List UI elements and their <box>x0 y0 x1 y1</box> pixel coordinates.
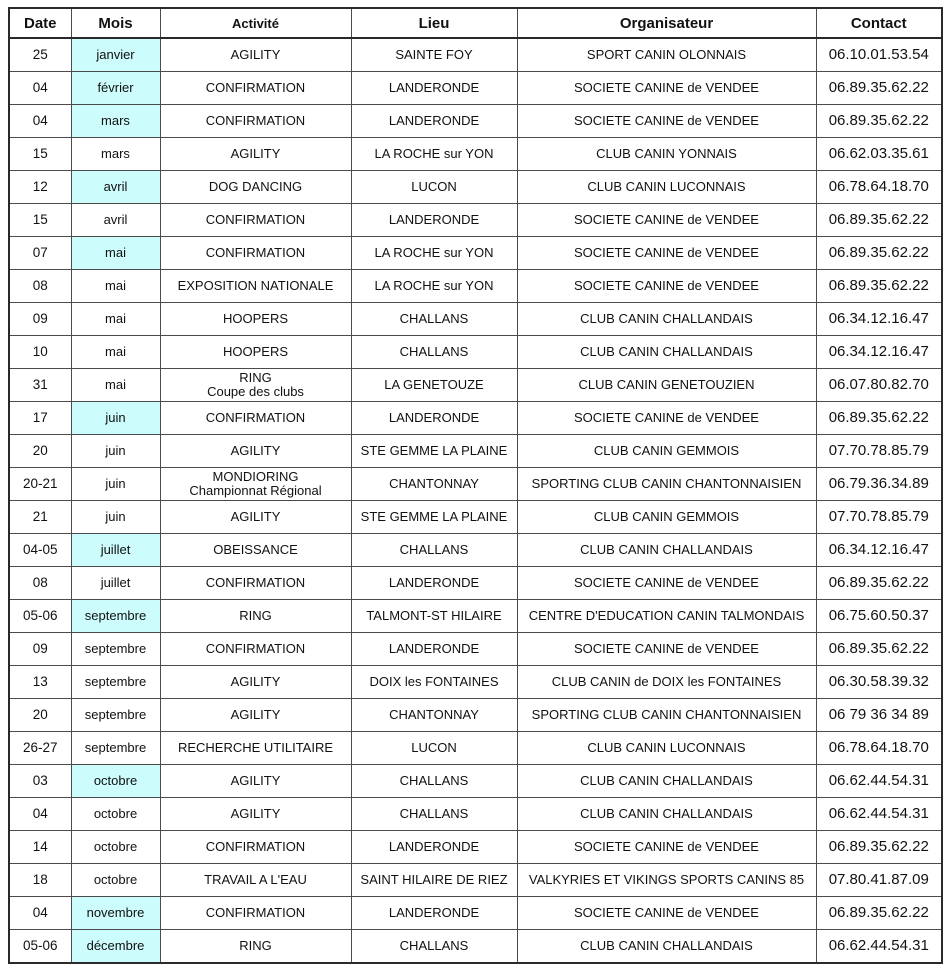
cell-lieu: LA ROCHE sur YON <box>351 237 517 270</box>
cell-lieu: TALMONT-ST HILAIRE <box>351 600 517 633</box>
cell-organisateur: SOCIETE CANINE de VENDEE <box>517 633 816 666</box>
cell-lieu: LANDERONDE <box>351 72 517 105</box>
cell-mois: juillet <box>71 534 160 567</box>
activite-line: CONFIRMATION <box>205 80 306 95</box>
cell-date: 09 <box>9 303 71 336</box>
header-activite: Activité <box>160 8 351 38</box>
table-row <box>9 105 942 138</box>
cell-contact: 06.89.35.62.22 <box>816 270 942 303</box>
cell-lieu: CHALLANS <box>351 336 517 369</box>
activite-line: RING <box>239 608 272 623</box>
cell-organisateur: CENTRE D'EDUCATION CANIN TALMONDAIS <box>517 600 816 633</box>
cell-activite <box>160 534 351 567</box>
activite-line: EXPOSITION NATIONALE <box>177 278 334 293</box>
cell-contact: 06.62.44.54.31 <box>816 798 942 831</box>
activite-line: AGILITY <box>230 707 281 722</box>
cell-lieu: DOIX les FONTAINES <box>351 666 517 699</box>
cell-contact: 06.89.35.62.22 <box>816 204 942 237</box>
activite-line: DOG DANCING <box>208 179 303 194</box>
cell-activite <box>160 72 351 105</box>
activite-line: RING <box>239 370 272 385</box>
cell-organisateur: SOCIETE CANINE de VENDEE <box>517 402 816 435</box>
cell-activite <box>160 633 351 666</box>
cell-date: 31 <box>9 369 71 402</box>
cell-date: 03 <box>9 765 71 798</box>
cell-contact: 06 79 36 34 89 <box>816 699 942 732</box>
cell-lieu: LANDERONDE <box>351 633 517 666</box>
activite-line: HOOPERS <box>222 344 288 359</box>
cell-date: 21 <box>9 501 71 534</box>
header-lieu: Lieu <box>351 8 517 38</box>
cell-date: 08 <box>9 567 71 600</box>
cell-lieu: CHANTONNAY <box>351 699 517 732</box>
cell-organisateur: CLUB CANIN LUCONNAIS <box>517 171 816 204</box>
cell-organisateur: SOCIETE CANINE de VENDEE <box>517 72 816 105</box>
cell-lieu: CHALLANS <box>351 930 517 964</box>
cell-activite <box>160 831 351 864</box>
cell-lieu: CHALLANS <box>351 534 517 567</box>
table-row <box>9 765 942 798</box>
table-row <box>9 336 942 369</box>
cell-organisateur: SOCIETE CANINE de VENDEE <box>517 204 816 237</box>
cell-mois: novembre <box>71 897 160 930</box>
cell-date: 15 <box>9 138 71 171</box>
cell-activite <box>160 600 351 633</box>
table-row <box>9 468 942 501</box>
cell-lieu: LUCON <box>351 171 517 204</box>
cell-contact: 06.07.80.82.70 <box>816 369 942 402</box>
cell-lieu: LANDERONDE <box>351 831 517 864</box>
cell-organisateur: SOCIETE CANINE de VENDEE <box>517 105 816 138</box>
cell-lieu: LANDERONDE <box>351 204 517 237</box>
cell-activite <box>160 699 351 732</box>
cell-mois: avril <box>71 171 160 204</box>
cell-organisateur: CLUB CANIN CHALLANDAIS <box>517 930 816 964</box>
cell-contact: 07.70.78.85.79 <box>816 501 942 534</box>
cell-contact: 06.78.64.18.70 <box>816 732 942 765</box>
table-row <box>9 204 942 237</box>
cell-activite <box>160 369 351 402</box>
cell-contact: 07.70.78.85.79 <box>816 435 942 468</box>
cell-date: 17 <box>9 402 71 435</box>
cell-activite <box>160 798 351 831</box>
cell-organisateur: SOCIETE CANINE de VENDEE <box>517 270 816 303</box>
table-row <box>9 38 942 72</box>
cell-lieu: SAINT HILAIRE DE RIEZ <box>351 864 517 897</box>
cell-organisateur: CLUB CANIN CHALLANDAIS <box>517 534 816 567</box>
cell-contact: 06.89.35.62.22 <box>816 831 942 864</box>
activite-line: CONFIRMATION <box>205 905 306 920</box>
cell-date: 05-06 <box>9 930 71 964</box>
cell-mois: mai <box>71 237 160 270</box>
cell-lieu: CHALLANS <box>351 303 517 336</box>
cell-mois: juin <box>71 501 160 534</box>
cell-date: 07 <box>9 237 71 270</box>
cell-mois: février <box>71 72 160 105</box>
table-row <box>9 897 942 930</box>
cell-activite <box>160 38 351 72</box>
cell-contact: 06.89.35.62.22 <box>816 567 942 600</box>
table-row <box>9 633 942 666</box>
cell-contact: 06.62.44.54.31 <box>816 930 942 964</box>
activite-line: MONDIORING <box>212 469 299 484</box>
cell-date: 09 <box>9 633 71 666</box>
cell-lieu: SAINTE FOY <box>351 38 517 72</box>
cell-lieu: STE GEMME LA PLAINE <box>351 435 517 468</box>
cell-date: 13 <box>9 666 71 699</box>
cell-organisateur: CLUB CANIN CHALLANDAIS <box>517 798 816 831</box>
activite-line: CONFIRMATION <box>205 839 306 854</box>
activite-subline: Championnat Régional <box>189 483 322 498</box>
activite-line: RING <box>239 938 272 953</box>
activite-line: HOOPERS <box>222 311 288 326</box>
activite-line: CONFIRMATION <box>205 410 306 425</box>
activite-line: OBEISSANCE <box>213 542 298 557</box>
cell-organisateur: CLUB CANIN GEMMOIS <box>517 501 816 534</box>
cell-mois: septembre <box>71 633 160 666</box>
cell-activite <box>160 303 351 336</box>
cell-date: 15 <box>9 204 71 237</box>
cell-organisateur: SPORT CANIN OLONNAIS <box>517 38 816 72</box>
cell-lieu: LANDERONDE <box>351 402 517 435</box>
header-mois: Mois <box>71 8 160 38</box>
cell-contact: 06.79.36.34.89 <box>816 468 942 501</box>
cell-date: 05-06 <box>9 600 71 633</box>
cell-contact: 06.89.35.62.22 <box>816 897 942 930</box>
activite-line: AGILITY <box>230 806 281 821</box>
cell-mois: mai <box>71 270 160 303</box>
cell-date: 14 <box>9 831 71 864</box>
cell-organisateur: CLUB CANIN CHALLANDAIS <box>517 303 816 336</box>
cell-organisateur: SPORTING CLUB CANIN CHANTONNAISIEN <box>517 468 816 501</box>
cell-contact: 06.34.12.16.47 <box>816 303 942 336</box>
cell-mois: septembre <box>71 699 160 732</box>
cell-mois: mars <box>71 105 160 138</box>
cell-lieu: LA GENETOUZE <box>351 369 517 402</box>
activite-line: AGILITY <box>230 674 281 689</box>
cell-contact: 06.30.58.39.32 <box>816 666 942 699</box>
cell-mois: octobre <box>71 765 160 798</box>
header-organisateur: Organisateur <box>517 8 816 38</box>
table-body <box>9 38 942 963</box>
cell-organisateur: SOCIETE CANINE de VENDEE <box>517 567 816 600</box>
activite-line: CONFIRMATION <box>205 113 306 128</box>
cell-date: 25 <box>9 38 71 72</box>
cell-activite <box>160 666 351 699</box>
cell-organisateur: SOCIETE CANINE de VENDEE <box>517 831 816 864</box>
cell-lieu: LANDERONDE <box>351 105 517 138</box>
cell-contact: 06.78.64.18.70 <box>816 171 942 204</box>
cell-organisateur: CLUB CANIN de DOIX les FONTAINES <box>517 666 816 699</box>
cell-date: 26-27 <box>9 732 71 765</box>
header-date: Date <box>9 8 71 38</box>
cell-activite <box>160 567 351 600</box>
cell-mois: juin <box>71 402 160 435</box>
cell-mois: septembre <box>71 732 160 765</box>
table-row <box>9 237 942 270</box>
cell-activite <box>160 501 351 534</box>
table-row <box>9 402 942 435</box>
cell-organisateur: SOCIETE CANINE de VENDEE <box>517 897 816 930</box>
table-row <box>9 831 942 864</box>
cell-contact: 06.34.12.16.47 <box>816 336 942 369</box>
cell-date: 04-05 <box>9 534 71 567</box>
cell-activite <box>160 270 351 303</box>
cell-date: 04 <box>9 105 71 138</box>
activite-subline: Coupe des clubs <box>207 384 304 399</box>
table-row <box>9 435 942 468</box>
cell-organisateur: CLUB CANIN YONNAIS <box>517 138 816 171</box>
cell-lieu: LANDERONDE <box>351 567 517 600</box>
cell-contact: 06.89.35.62.22 <box>816 72 942 105</box>
cell-contact: 06.89.35.62.22 <box>816 402 942 435</box>
table-row <box>9 171 942 204</box>
cell-mois: octobre <box>71 831 160 864</box>
cell-mois: septembre <box>71 666 160 699</box>
cell-date: 12 <box>9 171 71 204</box>
cell-lieu: STE GEMME LA PLAINE <box>351 501 517 534</box>
cell-lieu: LA ROCHE sur YON <box>351 270 517 303</box>
cell-date: 04 <box>9 72 71 105</box>
cell-activite <box>160 897 351 930</box>
cell-activite <box>160 204 351 237</box>
table-row <box>9 303 942 336</box>
cell-date: 18 <box>9 864 71 897</box>
table-row <box>9 138 942 171</box>
table-row <box>9 534 942 567</box>
cell-date: 10 <box>9 336 71 369</box>
cell-date: 04 <box>9 897 71 930</box>
cell-mois: mars <box>71 138 160 171</box>
cell-mois: janvier <box>71 38 160 72</box>
cell-lieu: CHALLANS <box>351 798 517 831</box>
cell-mois: mai <box>71 336 160 369</box>
cell-contact: 06.89.35.62.22 <box>816 105 942 138</box>
cell-activite <box>160 732 351 765</box>
cell-contact: 07.80.41.87.09 <box>816 864 942 897</box>
cell-lieu: LANDERONDE <box>351 897 517 930</box>
cell-mois: juillet <box>71 567 160 600</box>
header-contact: Contact <box>816 8 942 38</box>
cell-date: 20 <box>9 435 71 468</box>
activite-line: CONFIRMATION <box>205 245 306 260</box>
cell-activite <box>160 138 351 171</box>
activite-line: AGILITY <box>230 47 281 62</box>
cell-date: 20-21 <box>9 468 71 501</box>
activite-line: CONFIRMATION <box>205 575 306 590</box>
cell-lieu: CHANTONNAY <box>351 468 517 501</box>
cell-mois: septembre <box>71 600 160 633</box>
cell-organisateur: CLUB CANIN CHALLANDAIS <box>517 336 816 369</box>
activite-line: AGILITY <box>230 509 281 524</box>
cell-organisateur: CLUB CANIN LUCONNAIS <box>517 732 816 765</box>
cell-date: 20 <box>9 699 71 732</box>
cell-lieu: LA ROCHE sur YON <box>351 138 517 171</box>
cell-activite <box>160 435 351 468</box>
cell-date: 08 <box>9 270 71 303</box>
table-row <box>9 930 942 964</box>
cell-mois: mai <box>71 369 160 402</box>
cell-mois: octobre <box>71 864 160 897</box>
table-row <box>9 369 942 402</box>
cell-contact: 06.89.35.62.22 <box>816 237 942 270</box>
cell-contact: 06.75.60.50.37 <box>816 600 942 633</box>
cell-activite <box>160 336 351 369</box>
cell-mois: décembre <box>71 930 160 964</box>
cell-activite <box>160 765 351 798</box>
cell-activite <box>160 930 351 964</box>
table-row <box>9 699 942 732</box>
cell-mois: mai <box>71 303 160 336</box>
table-row <box>9 666 942 699</box>
cell-activite <box>160 402 351 435</box>
cell-activite <box>160 105 351 138</box>
cell-contact: 06.10.01.53.54 <box>816 38 942 72</box>
table-row <box>9 864 942 897</box>
cell-organisateur: SPORTING CLUB CANIN CHANTONNAISIEN <box>517 699 816 732</box>
cell-activite <box>160 237 351 270</box>
cell-contact: 06.89.35.62.22 <box>816 633 942 666</box>
cell-organisateur: CLUB CANIN CHALLANDAIS <box>517 765 816 798</box>
cell-activite <box>160 864 351 897</box>
cell-contact: 06.62.44.54.31 <box>816 765 942 798</box>
table-row <box>9 567 942 600</box>
cell-mois: avril <box>71 204 160 237</box>
cell-date: 04 <box>9 798 71 831</box>
table-row <box>9 270 942 303</box>
cell-organisateur: SOCIETE CANINE de VENDEE <box>517 237 816 270</box>
activite-line: CONFIRMATION <box>205 641 306 656</box>
table-header-row <box>9 8 942 38</box>
cell-activite <box>160 468 351 501</box>
cell-mois: octobre <box>71 798 160 831</box>
cell-lieu: LUCON <box>351 732 517 765</box>
table-row <box>9 732 942 765</box>
table-row <box>9 798 942 831</box>
activite-line: AGILITY <box>230 443 281 458</box>
activite-line: CONFIRMATION <box>205 212 306 227</box>
cell-mois: juin <box>71 468 160 501</box>
event-calendar-table <box>8 7 943 964</box>
table-row <box>9 72 942 105</box>
cell-lieu: CHALLANS <box>351 765 517 798</box>
activite-line: AGILITY <box>230 146 281 161</box>
activite-line: AGILITY <box>230 773 281 788</box>
activite-line: RECHERCHE UTILITAIRE <box>177 740 334 755</box>
cell-organisateur: VALKYRIES ET VIKINGS SPORTS CANINS 85 <box>517 864 816 897</box>
table-row <box>9 600 942 633</box>
cell-organisateur: CLUB CANIN GEMMOIS <box>517 435 816 468</box>
cell-organisateur: CLUB CANIN GENETOUZIEN <box>517 369 816 402</box>
cell-contact: 06.62.03.35.61 <box>816 138 942 171</box>
table-row <box>9 501 942 534</box>
cell-activite <box>160 171 351 204</box>
activite-line: TRAVAIL A L'EAU <box>204 872 307 887</box>
cell-mois: juin <box>71 435 160 468</box>
cell-contact: 06.34.12.16.47 <box>816 534 942 567</box>
